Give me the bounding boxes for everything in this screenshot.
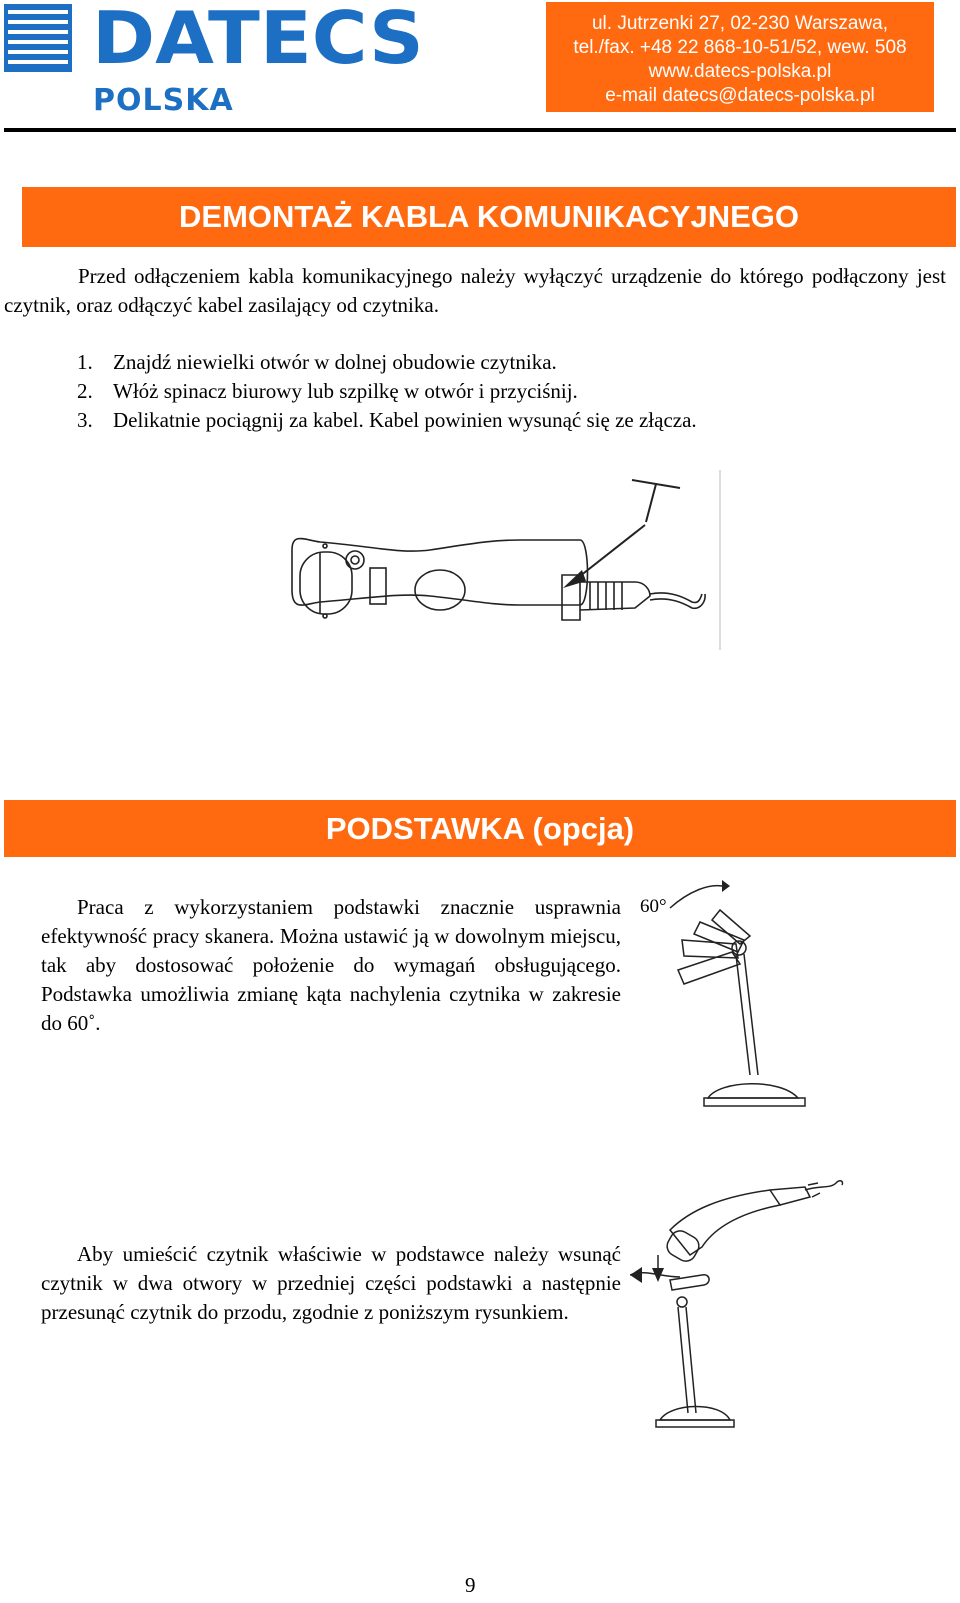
phone: tel./fax. +48 22 868-10-51/52, wew. 508 bbox=[573, 37, 907, 58]
address: ul. Jutrzenki 27, 02-230 Warszawa, bbox=[591, 13, 889, 34]
datecs-logo-icon bbox=[4, 4, 72, 72]
header-divider bbox=[4, 128, 956, 132]
scanner-insertion-illustration bbox=[630, 1175, 860, 1445]
list-item: 1. Znajdź niewielki otwór w dolnej obudowie czytnika. bbox=[77, 350, 557, 374]
email-link[interactable]: e-mail datecs@datecs-polska.pl bbox=[605, 85, 875, 106]
brand-logo-subtext: POLSKA bbox=[93, 83, 234, 118]
contact-box bbox=[546, 2, 934, 112]
section-title-stand: PODSTAWKA (opcja) bbox=[4, 800, 956, 857]
website-link[interactable]: www.datecs-polska.pl bbox=[648, 61, 832, 82]
steps-list bbox=[77, 348, 697, 435]
list-item: 2. Włóż spinacz biurowy lub szpilkę w otwór i przyciśnij. bbox=[77, 379, 578, 403]
intro-paragraph: Przed odłączeniem kabla komunikacyjnego należy wyłączyć urządzenie do którego podłączony jest czytnik, oraz odłączyć kabel zasilający od czytnika. bbox=[4, 264, 946, 317]
stand-description-paragraph: Praca z wykorzystaniem podstawki znacznie usprawnia efektywność pracy skanera. Można ustawić ją w dowolnym miejscu, tak aby dostosować położenie do wymagań obsługującego. Podstawka umożliwia zmianę kąta nachylenia czytnika w zakresie do 60˚. bbox=[41, 895, 621, 1035]
insertion-paragraph: Aby umieścić czytnik właściwie w podstawce należy wsunąć czytnik w dwa otwory w przedniej części podstawki a następnie przesunąć czytnik do przodu, zgodnie z poniższym rysunkiem. bbox=[41, 1242, 621, 1324]
stand-angle-illustration bbox=[640, 880, 840, 1130]
list-item: 3. Delikatnie pociągnij za kabel. Kabel powinien wysunąć się ze złącza. bbox=[77, 408, 697, 432]
scanner-cable-illustration bbox=[280, 470, 730, 670]
brand-logo-text: DATECS bbox=[92, 0, 424, 80]
section-title-cable: DEMONTAŻ KABLA KOMUNIKACYJNEGO bbox=[22, 187, 956, 247]
angle-label: 60° bbox=[640, 896, 667, 917]
page-number: 9 bbox=[465, 1573, 476, 1597]
